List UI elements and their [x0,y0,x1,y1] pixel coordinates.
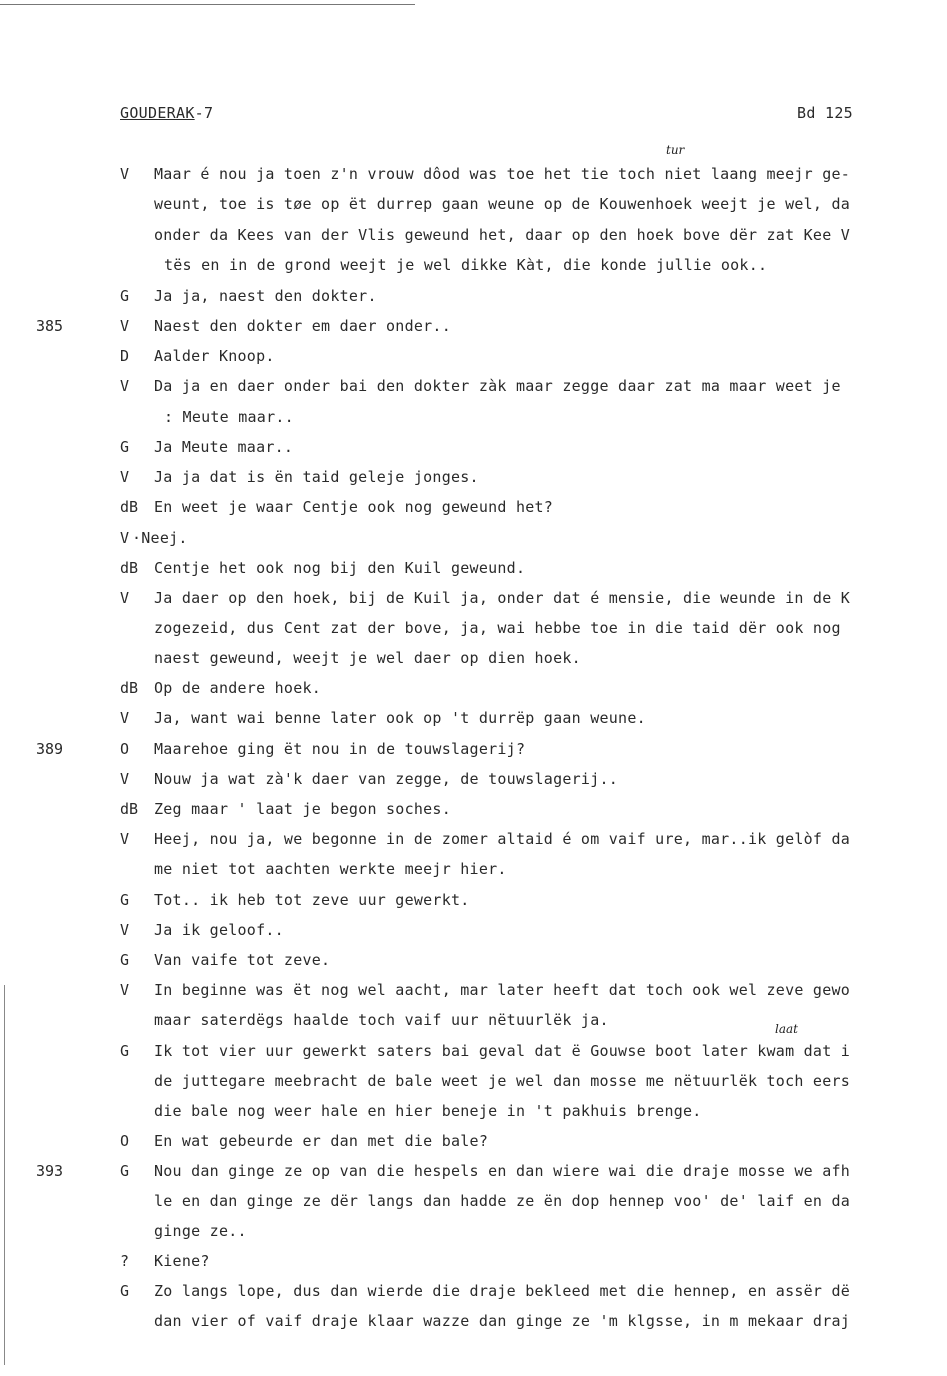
utterance-line: Van vaife tot zeve. [154,951,331,969]
document-code-suffix: -7 [194,104,214,122]
utterance-line: Heej, nou ja, we begonne in de zomer altaid é om vaif ure, mar..ik gelòf da [154,830,851,848]
margin-line-number: 385 [36,317,64,335]
utterance-line: Zo langs lope, dus dan wierde die draje bekleed met die hennep, en assër dë [154,1282,851,1300]
utterance-line: Maarehoe ging ët nou in de touwslagerij? [154,740,526,758]
speaker-label: G [120,1162,130,1180]
utterance-line: dan vier of vaif draje klaar wazze dan ginge ze 'm klgsse, in m mekaar draj [154,1312,851,1330]
utterance-line: Zeg maar ' laat je begon soches. [154,800,451,818]
utterance-line: weunt, toe is tøe op ët durrep gaan weune op de Kouwenhoek weejt je wel, da [154,195,851,213]
speaker-label: ? [120,1252,130,1270]
utterance-line: ·Neej. [132,529,188,547]
speaker-label: dB [120,679,139,697]
speaker-label: dB [120,498,139,516]
utterance-line: Op de andere hoek. [154,679,322,697]
speaker-label: G [120,891,130,909]
speaker-label: dB [120,559,139,577]
handwritten-annotation-laat: laat [775,1022,798,1036]
utterance-line: Aalder Knoop. [154,347,275,365]
speaker-label: V [120,165,130,183]
utterance-line: tës en in de grond weejt je wel dikke Kàt, die konde jullie ook.. [164,256,768,274]
left-margin-rule [4,985,5,1365]
speaker-label: D [120,347,130,365]
speaker-label: V [120,529,130,547]
utterance-line: ginge ze.. [154,1222,247,1240]
utterance-line: Ja daer op den hoek, bij de Kuil ja, onder dat é mensie, die weunde in de K [154,589,851,607]
utterance-line: Naest den dokter em daer onder.. [154,317,451,335]
speaker-label: dB [120,800,139,818]
speaker-label: V [120,377,130,395]
utterance-line: Ja ja, naest den dokter. [154,287,377,305]
utterance-line: Nouw ja wat zà'k daer van zegge, de touwslagerij.. [154,770,619,788]
speaker-label: V [120,589,130,607]
margin-line-number: 389 [36,740,64,758]
utterance-line: : Meute maar.. [164,408,294,426]
utterance-line: onder da Kees van der Vlis geweund het, daar op den hoek bove dër zat Kee V [154,226,851,244]
speaker-label: O [120,740,130,758]
speaker-label: V [120,921,130,939]
speaker-label: V [120,770,130,788]
utterance-line: le en dan ginge ze dër langs dan hadde ze ën dop hennep voo' de' laif en da [154,1192,851,1210]
utterance-line: En wat gebeurde er dan met die bale? [154,1132,489,1150]
utterance-line: En weet je waar Centje ook nog geweund het? [154,498,554,516]
speaker-label: G [120,951,130,969]
utterance-line: Nou dan ginge ze op van die hespels en dan wiere wai die draje mosse we afh [154,1162,851,1180]
utterance-line: maar saterdëgs haalde toch vaif uur nëtuurlëk ja. [154,1011,609,1029]
utterance-line: die bale nog weer hale en hier beneje in 't pakhuis brenge. [154,1102,702,1120]
handwritten-annotation-tur: tur [666,143,685,157]
speaker-label: O [120,1132,130,1150]
speaker-label: G [120,287,130,305]
speaker-label: G [120,1042,130,1060]
utterance-line: de juttegare meebracht de bale weet je wel dan mosse me nëtuurlëk toch eers [154,1072,851,1090]
utterance-line: Ja ja dat is ën taid geleje jonges. [154,468,479,486]
speaker-label: V [120,468,130,486]
speaker-label: V [120,317,130,335]
utterance-line: naest geweund, weejt je wel daer op dien hoek. [154,649,581,667]
document-code [120,104,213,122]
utterance-line: In beginne was ët nog wel aacht, mar later heeft dat toch ook wel zeve gewo [154,981,851,999]
speaker-label: V [120,709,130,727]
utterance-line: zogezeid, dus Cent zat der bove, ja, wai hebbe toe in die taid dër ook nog [154,619,841,637]
speaker-label: G [120,1282,130,1300]
document-code-prefix: GOUDERAK [120,104,195,122]
utterance-line: Tot.. ik heb tot zeve uur gewerkt. [154,891,470,909]
speaker-label: G [120,438,130,456]
page-reference: Bd 125 [797,104,853,122]
top-rule [0,4,415,5]
utterance-line: Ja Meute maar.. [154,438,294,456]
utterance-line: Centje het ook nog bij den Kuil geweund. [154,559,526,577]
utterance-line: Kiene? [154,1252,210,1270]
utterance-line: Ik tot vier uur gewerkt saters bai geval dat ë Gouwse boot later kwam dat i [154,1042,851,1060]
utterance-line: Ja ik geloof.. [154,921,284,939]
utterance-line: Maar é nou ja toen z'n vrouw dôod was toe het tie toch niet laang meejr ge- [154,165,851,183]
speaker-label: V [120,830,130,848]
margin-line-number: 393 [36,1162,64,1180]
utterance-line: Ja, want wai benne later ook op 't durrëp gaan weune. [154,709,646,727]
speaker-label: V [120,981,130,999]
utterance-line: me niet tot aachten werkte meejr hier. [154,860,507,878]
utterance-line: Da ja en daer onder bai den dokter zàk maar zegge daar zat ma maar weet je [154,377,841,395]
